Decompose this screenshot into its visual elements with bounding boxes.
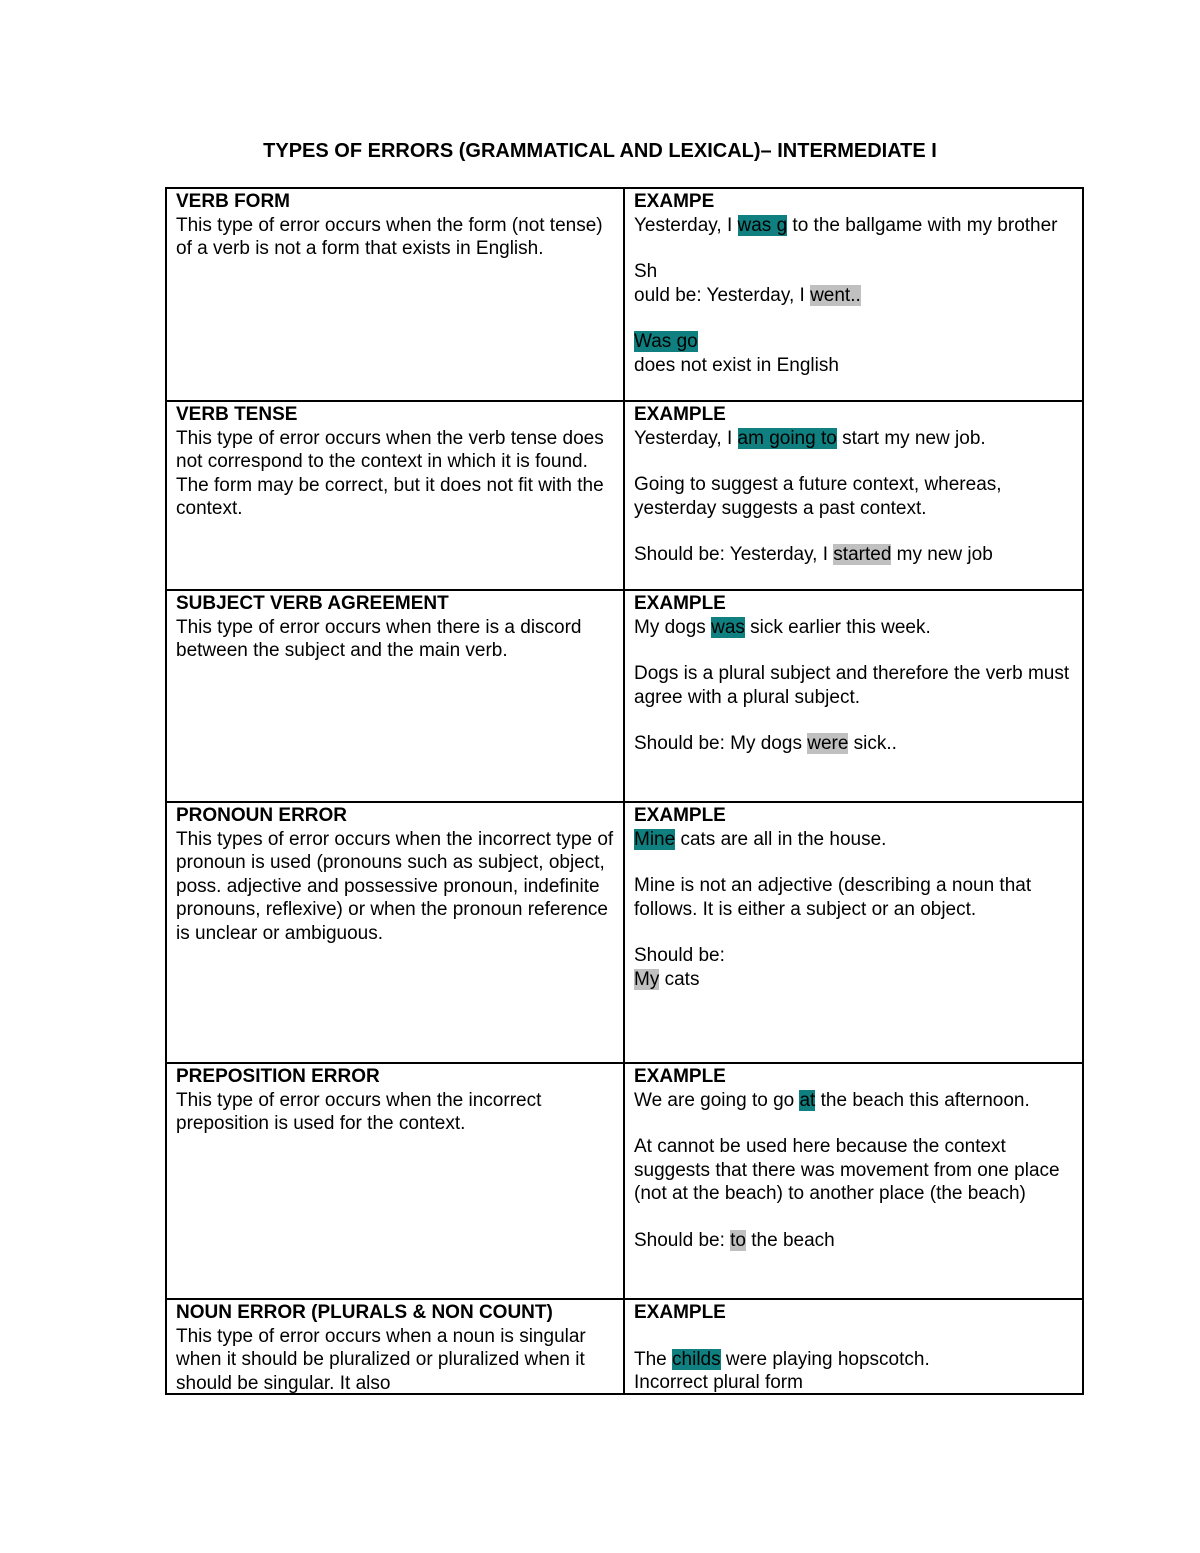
row-subject-verb-example <box>624 590 1084 801</box>
row-pronoun-description <box>166 802 624 1062</box>
correction-label: Should be: <box>634 945 725 966</box>
correction-sentence: ould be: Yesterday, I went.. <box>634 284 861 306</box>
error-highlight: am going to <box>737 427 837 449</box>
row-heading: PREPOSITION ERROR <box>176 1066 380 1087</box>
row-noun-example <box>624 1299 1084 1393</box>
correction-highlight: to <box>730 1229 746 1251</box>
example-sentence: We are going to go at the beach this afternoon. <box>634 1089 1030 1111</box>
row-description: This types of error occurs when the incorrect type of pronoun is used (pronouns such as subject, object, poss. adjective and possessive pronoun, indefinite pronouns, reflexive) or when the pronoun reference is unclear or ambiguous. <box>176 828 614 944</box>
example-sentence: The childs were playing hopscotch. <box>634 1348 930 1370</box>
correction-highlight: started <box>833 544 892 565</box>
example-heading: EXAMPE <box>634 191 715 212</box>
example-sentence: My dogs was sick earlier this week. <box>634 616 931 638</box>
error-highlight: childs <box>672 1348 721 1370</box>
row-description-extra: The form may be correct, but it does not fit with the context. <box>176 474 604 519</box>
correction-fragment: Sh <box>634 261 658 282</box>
row-preposition-example <box>624 1063 1084 1298</box>
row-description: This type of error occurs when a noun is singular when it should be pluralized or pluralized when it should be singular. It also <box>176 1325 586 1393</box>
row-verb-tense-example <box>624 401 1084 589</box>
example-heading: EXAMPLE <box>634 593 726 614</box>
correction-sentence: Should be: Yesterday, I started my new job <box>634 544 993 565</box>
correction-sentence: Should be: My dogs were sick.. <box>634 733 897 754</box>
row-pronoun-example <box>624 802 1084 1062</box>
example-sentence: Mine cats are all in the house. <box>634 828 887 850</box>
row-description: This type of error occurs when the incorrect preposition is used for the context. <box>176 1089 542 1134</box>
explanation-text: Mine is not an adjective (describing a noun that follows. It is either a subject or an object. <box>634 875 1032 920</box>
row-heading: NOUN ERROR (PLURALS & NON COUNT) <box>176 1302 553 1323</box>
error-highlight: was <box>711 616 745 638</box>
correction-highlight: My <box>634 968 660 990</box>
correction-highlight: went.. <box>810 284 861 306</box>
example-heading: EXAMPLE <box>634 805 726 826</box>
note-error-term: Was go <box>634 331 698 352</box>
correction-highlight: were <box>807 733 849 754</box>
row-description: This type of error occurs when the form (not tense) of a verb is not a form that exists in English. <box>176 214 603 259</box>
document-title: TYPES OF ERRORS (GRAMMATICAL AND LEXICAL)– INTERMEDIATE I <box>263 140 937 162</box>
example-sentence: Yesterday, I am going to start my new job. <box>634 427 986 449</box>
row-verb-form-description <box>166 188 624 400</box>
error-highlight: at <box>799 1089 816 1111</box>
row-heading: SUBJECT VERB AGREEMENT <box>176 593 449 614</box>
explanation-text: Dogs is a plural subject and therefore the verb must agree with a plural subject. <box>634 663 1070 708</box>
row-heading: PRONOUN ERROR <box>176 805 348 826</box>
row-subject-verb-description <box>166 590 624 801</box>
example-sentence: Yesterday, I was g to the ballgame with my brother <box>634 214 1058 236</box>
error-highlight: was g <box>737 214 788 236</box>
row-description: This type of error occurs when there is a discord between the subject and the main verb. <box>176 616 582 661</box>
row-heading: VERB TENSE <box>176 404 298 425</box>
correction-sentence: Should be: to the beach <box>634 1229 835 1251</box>
row-noun-description <box>166 1299 624 1393</box>
correction-sentence: My cats <box>634 968 700 990</box>
example-heading: EXAMPLE <box>634 1302 726 1323</box>
row-verb-form-example <box>624 188 1084 400</box>
explanation-text: Going to suggest a future context, whereas, yesterday suggests a past context. <box>634 474 1002 519</box>
example-heading: EXAMPLE <box>634 404 726 425</box>
note-text: does not exist in English <box>634 354 839 376</box>
error-highlight: Mine <box>634 828 676 850</box>
row-heading: VERB FORM <box>176 191 290 212</box>
row-description: This type of error occurs when the verb tense does not correspond to the context in which it is found. <box>176 427 604 472</box>
row-verb-tense-description <box>166 401 624 589</box>
explanation-text: Incorrect plural form <box>634 1372 803 1393</box>
row-preposition-description <box>166 1063 624 1298</box>
example-heading: EXAMPLE <box>634 1066 726 1087</box>
table-bottom-border <box>166 1393 1084 1395</box>
explanation-text: At cannot be used here because the context suggests that there was movement from one place (not at the beach) to another place (the beach) <box>634 1136 1060 1204</box>
